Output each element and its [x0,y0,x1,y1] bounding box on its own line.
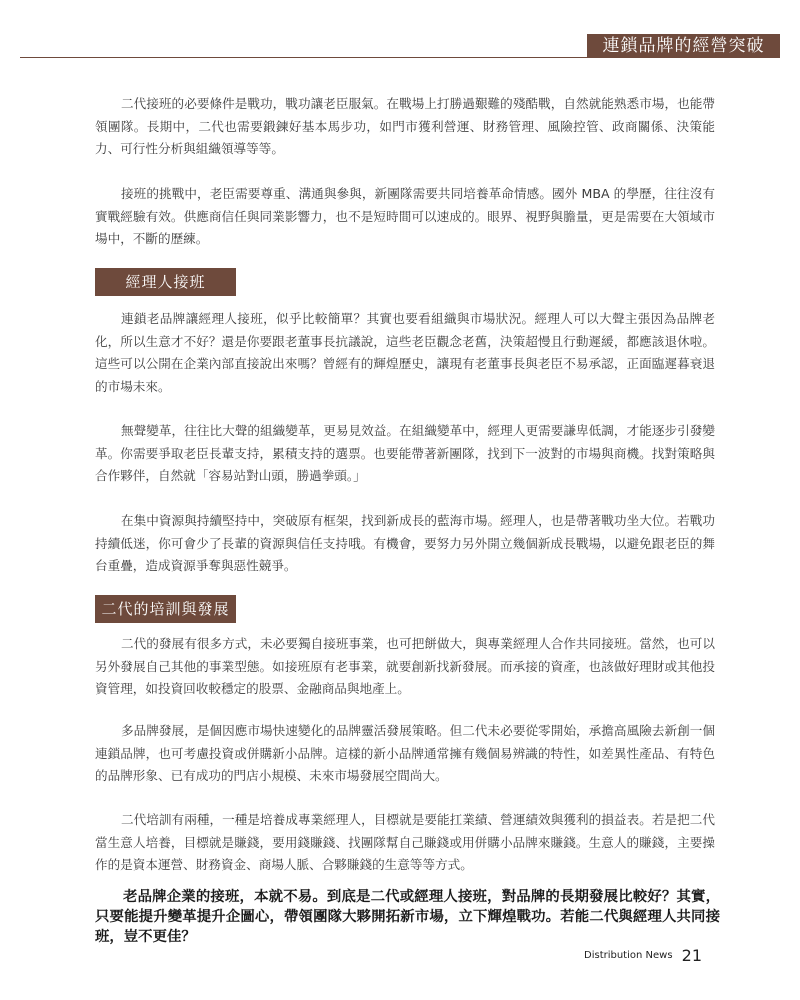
section2-paragraph-3: 二代培訓有兩種，一種是培養成專業經理人，目標就是要能扛業績、營運績效與獲利的損益表。若是把二代當生意人培養，目標就是賺錢，要用錢賺錢、找團隊幫自己賺錢或用併購小品牌來賺錢。生意人的賺錢，主要操作的是資本運營、財務資金、商場人脈、合夥賺錢的生意等等方式。 [95,812,715,872]
page-number: 21 [681,946,702,965]
header-rule [20,57,780,58]
conclusion-paragraph: 老品牌企業的接班，本就不易。到底是二代或經理人接班，對品牌的長期發展比較好？其實，只要能提升變革提升企圖心，帶領團隊大夥開拓新市場，立下輝煌戰功。若能二代與經理人共同接班，豈不更佳？ [95,889,720,945]
intro-paragraph-1: 二代接班的必要條件是戰功，戰功讓老臣服氣。在戰場上打勝過艱難的殘酷戰，自然就能熟悉市場，也能帶領團隊。長期中，二代也需要鍛鍊好基本馬步功，如門市獲利營運、財務管理、風險控管、政商關係、決策能力、可行性分析與組織領導等等。 [95,96,715,156]
section2-paragraph-1: 二代的發展有很多方式，未必要獨自接班事業，也可把餅做大，與專業經理人合作共同接班。當然，也可以另外發展自己其他的事業型態。如接班原有老事業，就要創新找新發展。而承接的資產，也該做好理財或其他投資管理，如投資回收較穩定的股票、金融商品與地產上。 [95,636,715,696]
running-header-title: 連鎖品牌的經營突破 [587,34,780,58]
section-heading-second-generation-training: 二代的培訓與發展 [95,595,236,623]
section-heading-manager-succession: 經理人接班 [95,268,236,296]
intro-paragraph-2: 接班的挑戰中，老臣需要尊重、溝通與參與，新團隊需要共同培養革命情感。國外 MBA 的學歷，往往沒有實戰經驗有效。供應商信任與同業影響力，也不是短時間可以速成的。眼界、視野與膽量，更是需要在大領域市場中，不斷的歷練。 [95,186,715,246]
section2-paragraph-2: 多品牌發展，是個因應市場快速變化的品牌靈活發展策略。但二代未必要從零開始，承擔高風險去新創一個連鎖品牌，也可考慮投資或併購新小品牌。這樣的新小品牌通常擁有幾個易辨識的特性，如差異性產品、有特色的品牌形象、已有成功的門店小規模、未來市場發展空間尚大。 [95,723,715,783]
section1-paragraph-3: 在集中資源與持續堅持中，突破原有框架，找到新成長的藍海市場。經理人，也是帶著戰功坐大位。若戰功持續低迷，你可會少了長輩的資源與信任支持哦。有機會，要努力另外開立幾個新成長戰場，以避免跟老臣的舞台重疊，造成資源爭奪與惡性競爭。 [95,513,715,573]
section1-paragraph-2: 無聲變革，往往比大聲的組織變革，更易見效益。在組織變革中，經理人更需要謙卑低調，才能逐步引發變革。你需要爭取老臣長輩支持，累積支持的選票。也要能帶著新團隊，找到下一波對的市場與商機。找對策略與合作夥伴，自然就「容易站對山頭，勝過拳頭。」 [95,423,715,483]
page-footer [584,945,702,965]
magazine-name: Distribution News [584,950,673,961]
section1-paragraph-1: 連鎖老品牌讓經理人接班，似乎比較簡單？其實也要看組織與市場狀況。經理人可以大聲主張因為品牌老化，所以生意才不好？還是你要跟老董事長抗議說，這些老臣觀念老舊，決策超慢且行動遲緩，都應該退休啦。這些可以公開在企業內部直接說出來嗎？曾經有的輝煌歷史，讓現有老董事長與老臣不易承認，正面臨遲暮衰退的市場未來。 [95,311,715,394]
